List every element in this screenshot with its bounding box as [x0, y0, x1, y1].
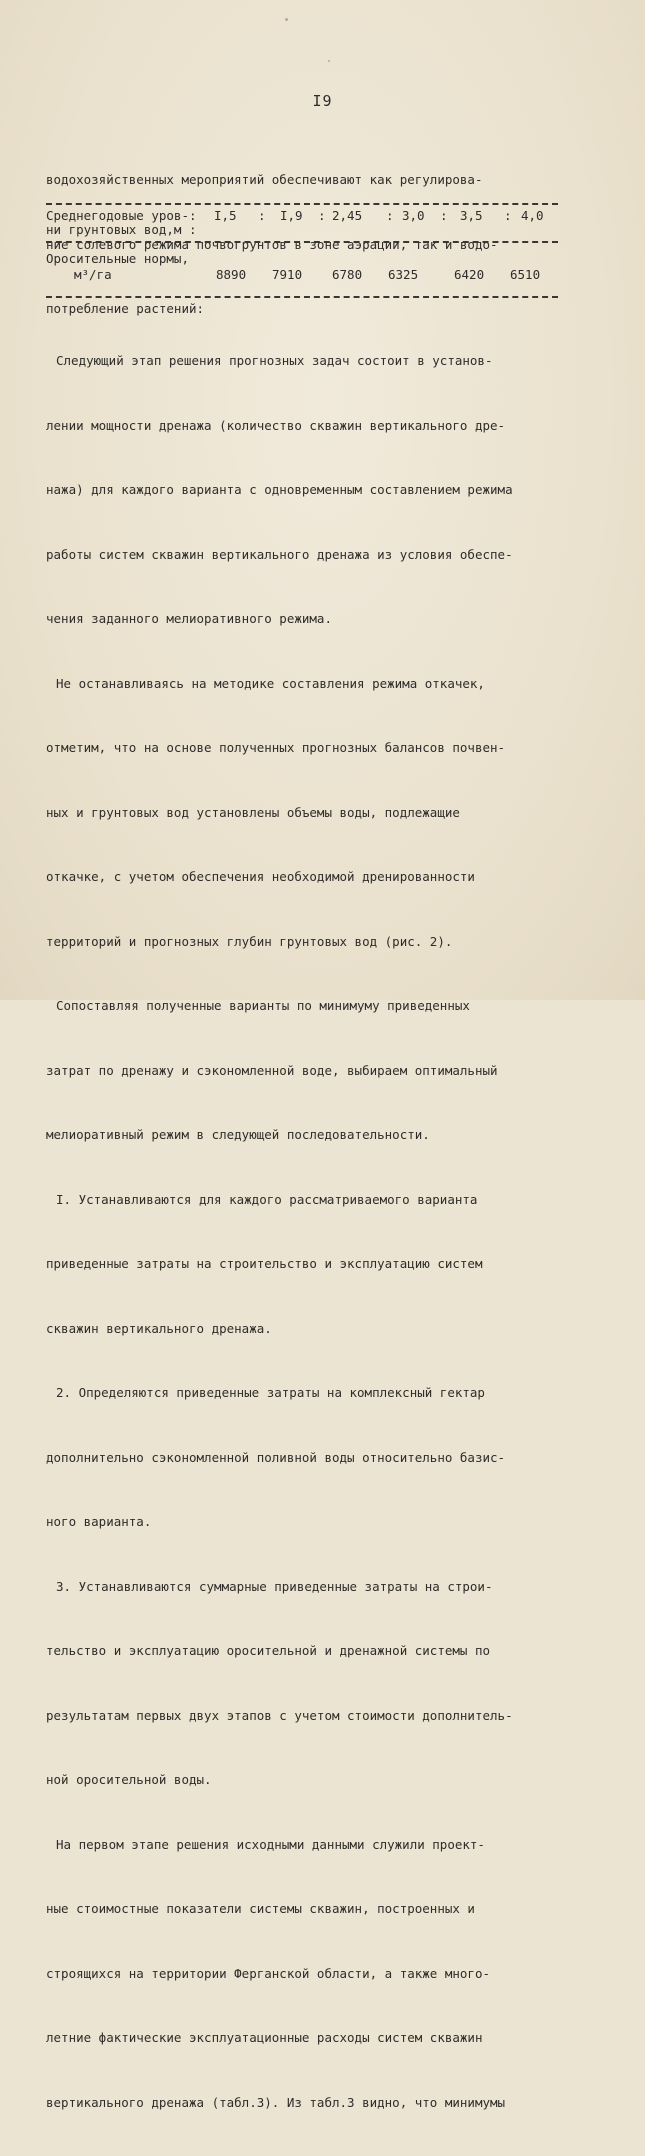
- text-line: скважин вертикального дренажа.: [46, 1320, 272, 1336]
- text-line: вертикального дренажа (табл.3). Из табл.3 видно, что минимумы: [46, 2094, 506, 2110]
- text-line: На первом этапе решения исходными данными служили проект-: [56, 1836, 485, 1852]
- table-cell: 2,45: [332, 208, 363, 223]
- text-line: Сопоставляя полученные варианты по минимуму приведенных: [56, 998, 470, 1013]
- text-line: потребление растений:: [46, 301, 205, 316]
- text-line: нажа) для каждого варианта с одновременным составлением режима: [46, 482, 513, 497]
- table-cell: 6510: [510, 267, 541, 282]
- text-line: тельство и эксплуатацию оросительной и дренажной системы по: [46, 1643, 491, 1658]
- row-label-line: Оросительные нормы,: [46, 251, 189, 266]
- table-cell: 6420: [454, 267, 485, 282]
- text-line: работы систем скважин вертикального дренажа из условия обеспе-: [46, 546, 513, 562]
- table-cell: 6325: [388, 267, 419, 282]
- table-cell: 3,5: [460, 208, 483, 223]
- text-line: 3. Устанавливаются суммарные приведенные затраты на строи-: [56, 1578, 493, 1594]
- table-cell: 3,0: [402, 208, 425, 223]
- text-line: приведенные затраты на строительство и эксплуатацию систем: [46, 1256, 483, 1271]
- text-line: территорий и прогнозных глубин грунтовых вод (рис. 2).: [46, 933, 453, 949]
- text-line: лении мощности дренажа (количество скважин вертикального дре-: [46, 417, 506, 433]
- text-line: ние солевого режима почвогрунтов в зоне аэрации, так и водо-: [46, 236, 498, 252]
- text-line: I. Устанавливаются для каждого рассматриваемого варианта: [56, 1191, 478, 1207]
- text-line: ных и грунтовых вод установлены объемы воды, подлежащие: [46, 804, 460, 820]
- text-line: ной оросительной воды.: [46, 1772, 212, 1787]
- separator: :: [440, 208, 448, 223]
- text-line: ного варианта.: [46, 1514, 152, 1529]
- text-line: 2. Определяются приведенные затраты на комплексный гектар: [56, 1385, 485, 1400]
- table-cell: 4,0: [521, 208, 544, 223]
- body-paragraphs: [46, 307, 566, 2156]
- table-top-rule: [46, 203, 558, 205]
- text-line: ные стоимостные показатели системы скважин, построенных и: [46, 1901, 475, 1916]
- table-cell: 6780: [332, 267, 363, 282]
- dust-speck: [285, 18, 288, 21]
- table-cell: I,9: [280, 208, 303, 223]
- separator: :: [318, 208, 326, 223]
- separator: :: [386, 208, 394, 223]
- text-line: Не останавливаясь на методике составления режима откачек,: [56, 675, 485, 691]
- text-line: чения заданного мелиоративного режима.: [46, 611, 332, 626]
- table-cell: 8890: [216, 267, 247, 282]
- separator: :: [258, 208, 266, 223]
- row-label-line: ни грунтовых вод,м :: [46, 222, 197, 237]
- text-line: результатам первых двух этапов с учетом стоимости дополнитель-: [46, 1707, 513, 1723]
- text-line: затрат по дренажу и сэкономленной воде, выбираем оптимальный: [46, 1062, 498, 1078]
- text-line: откачке, с учетом обеспечения необходимой дренированности: [46, 869, 475, 884]
- text-line: водохозяйственных мероприятий обеспечивают как регулирова-: [46, 172, 483, 187]
- text-line: Следующий этап решения прогнозных задач состоит в установ-: [56, 353, 493, 368]
- text-line: отметим, что на основе полученных прогнозных балансов почвен-: [46, 740, 506, 755]
- separator: :: [504, 208, 512, 223]
- text-line: летние фактические эксплуатационные расходы систем скважин: [46, 2030, 483, 2045]
- table-middle-rule: [46, 241, 558, 243]
- table-bottom-rule: [46, 296, 558, 298]
- row-label-line: м³/га: [74, 267, 112, 282]
- row-label-line: Среднегодовые уров-:: [46, 208, 197, 223]
- page-number: I9: [312, 92, 333, 110]
- text-line: строящихся на территории Ферганской области, а также много-: [46, 1965, 491, 1981]
- dust-speck: [328, 60, 330, 62]
- table-cell: 7910: [272, 267, 303, 282]
- text-line: мелиоративный режим в следующей последовательности.: [46, 1127, 430, 1142]
- text-line: дополнительно сэкономленной поливной воды относительно базис-: [46, 1449, 506, 1465]
- table-cell: I,5: [214, 208, 237, 223]
